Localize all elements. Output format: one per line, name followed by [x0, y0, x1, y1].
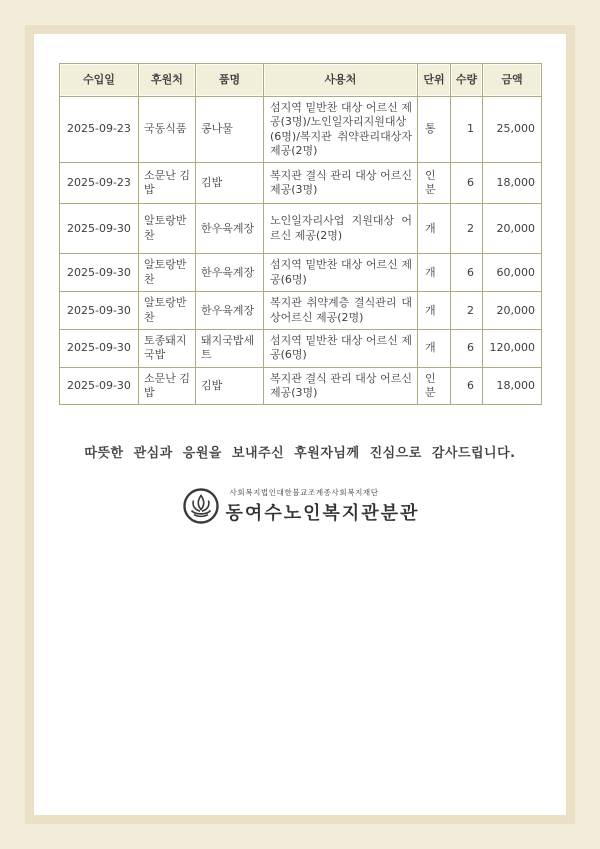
column-header-unit: 단위 — [418, 64, 451, 97]
logo-text-block — [226, 487, 420, 525]
donation-table-wrapper — [59, 63, 542, 405]
cell-income-date: 2025-09-23 — [60, 163, 139, 204]
cell-quantity: 1 — [451, 97, 483, 163]
table-row — [60, 97, 542, 163]
cell-amount: 60,000 — [483, 254, 542, 292]
page-frame — [25, 25, 575, 824]
cell-donor: 소문난 김밥 — [139, 163, 196, 204]
cell-quantity: 6 — [451, 254, 483, 292]
cell-unit: 개 — [418, 330, 451, 368]
cell-usage: 복지관 결식 관리 대상 어르신 제공(3명) — [264, 163, 418, 204]
cell-donor: 알토랑반찬 — [139, 292, 196, 330]
table-row — [60, 367, 542, 405]
cell-item: 한우육계장 — [196, 292, 264, 330]
donation-table — [59, 63, 542, 405]
table-row — [60, 204, 542, 254]
cell-amount: 25,000 — [483, 97, 542, 163]
cell-amount: 120,000 — [483, 330, 542, 368]
cell-item: 돼지국밥세트 — [196, 330, 264, 368]
cell-item: 콩나물 — [196, 97, 264, 163]
thank-you-message: 따뜻한 관심과 응원을 보내주신 후원자님께 진심으로 감사드립니다. — [84, 446, 516, 461]
cell-unit: 개 — [418, 204, 451, 254]
cell-unit: 개 — [418, 292, 451, 330]
cell-donor: 알토랑반찬 — [139, 254, 196, 292]
column-header-amount: 금액 — [483, 64, 542, 97]
column-header-income-date: 수입일 — [60, 64, 139, 97]
cell-usage: 노인일자리사업 지원대상 어르신 제공(2명) — [264, 204, 418, 254]
cell-unit: 인분 — [418, 163, 451, 204]
cell-income-date: 2025-09-23 — [60, 97, 139, 163]
cell-item: 한우육계장 — [196, 254, 264, 292]
cell-amount: 20,000 — [483, 292, 542, 330]
lotus-icon — [181, 486, 221, 526]
cell-income-date: 2025-09-30 — [60, 204, 139, 254]
table-row — [60, 292, 542, 330]
cell-amount: 18,000 — [483, 367, 542, 405]
table-row — [60, 254, 542, 292]
cell-usage: 섬지역 밑반찬 대상 어르신 제공(6명) — [264, 254, 418, 292]
center-name: 동여수노인복지관분관 — [225, 503, 420, 524]
cell-quantity: 6 — [451, 163, 483, 204]
cell-usage: 섬지역 밑반찬 대상 어르신 제공(3명)/노인일자리지원대상(6명)/복지관 취약관리대상자제공(2명) — [264, 97, 418, 163]
cell-quantity: 2 — [451, 204, 483, 254]
column-header-donor: 후원처 — [139, 64, 196, 97]
column-header-usage: 사용처 — [264, 64, 418, 97]
cell-quantity: 6 — [451, 367, 483, 405]
cell-donor: 소문난 김밥 — [139, 367, 196, 405]
cell-unit: 인분 — [418, 367, 451, 405]
cell-donor: 토종돼지국밥 — [139, 330, 196, 368]
cell-usage: 섬지역 밑반찬 대상 어르신 제공(6명) — [264, 330, 418, 368]
header-row — [60, 64, 542, 97]
cell-unit: 개 — [418, 254, 451, 292]
cell-unit: 통 — [418, 97, 451, 163]
cell-donor: 알토랑반찬 — [139, 204, 196, 254]
organization-logo — [34, 486, 566, 526]
column-header-item: 품명 — [196, 64, 264, 97]
cell-amount: 18,000 — [483, 163, 542, 204]
cell-income-date: 2025-09-30 — [60, 367, 139, 405]
cell-income-date: 2025-09-30 — [60, 292, 139, 330]
foundation-name: 사회복지법인대한불교조계종사회복지재단 — [229, 488, 379, 497]
cell-income-date: 2025-09-30 — [60, 254, 139, 292]
cell-income-date: 2025-09-30 — [60, 330, 139, 368]
cell-item: 김밥 — [196, 163, 264, 204]
cell-quantity: 2 — [451, 292, 483, 330]
column-header-quantity: 수량 — [451, 64, 483, 97]
cell-item: 김밥 — [196, 367, 264, 405]
cell-donor: 국동식품 — [139, 97, 196, 163]
table-row — [60, 163, 542, 204]
cell-item: 한우육계장 — [196, 204, 264, 254]
cell-usage: 복지관 취약계층 결식관리 대상어르신 제공(2명) — [264, 292, 418, 330]
table-row — [60, 330, 542, 368]
cell-amount: 20,000 — [483, 204, 542, 254]
cell-quantity: 6 — [451, 330, 483, 368]
cell-usage: 복지관 결식 관리 대상 어르신 제공(3명) — [264, 367, 418, 405]
